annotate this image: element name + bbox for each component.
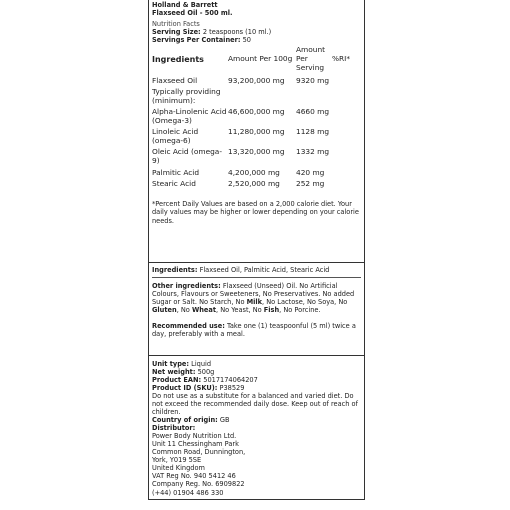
ingredients-line: Ingredients: Flaxseed Oil, Palmitic Acid, Stearic Acid xyxy=(152,266,330,274)
row-per100: 93,200,000 mg xyxy=(228,75,285,85)
row-name: Linoleic Acid (omega-6) xyxy=(152,127,199,146)
distributor-line: Company Reg. No. 6909822 xyxy=(152,480,245,489)
row-per100 xyxy=(228,88,296,108)
nutrition-title: Nutrition Facts xyxy=(152,20,200,29)
row-per100: 13,320,000 mg xyxy=(228,147,285,157)
product-details-section xyxy=(149,356,364,499)
row-per-serving: 1128 mg xyxy=(296,127,330,137)
row-ri xyxy=(332,77,361,88)
table-header-row xyxy=(152,46,361,77)
table-row xyxy=(152,128,361,148)
usage-warning: Do not use as a substitute for a balanced and varied diet. Do not exceed the recommended daily dose. Keep out of reach of children. xyxy=(152,392,358,417)
row-name: Palmitic Acid xyxy=(152,167,200,177)
row-per-serving: 1332 mg xyxy=(296,147,330,157)
unit-type: Unit type: Liquid xyxy=(152,360,212,368)
table-row xyxy=(152,180,361,191)
product-ean: Product EAN: 5017174064207 xyxy=(152,376,258,385)
distributor-line: York, Y019 5SE xyxy=(152,456,202,465)
row-per-serving: 4660 mg xyxy=(296,107,330,117)
net-weight: Net weight: 500g xyxy=(152,368,215,377)
distributor-line: Power Body Nutrition Ltd. xyxy=(152,432,237,441)
row-name: Stearic Acid xyxy=(152,178,196,188)
row-name: Alpha-Linolenic Acid (Omega-3) xyxy=(152,107,227,126)
row-name: Oleic Acid (omega-9) xyxy=(152,147,223,166)
col-header-ingredients: Ingredients xyxy=(152,54,204,64)
product-label xyxy=(148,0,365,500)
table-row xyxy=(152,148,361,168)
row-name: Flaxseed Oil xyxy=(152,75,198,85)
other-ingredients: Other ingredients: Flaxseed (Unseed) Oil. No Artificial Colours, Flavours or Sweeteners, No Preservatives. No added Sugar or Salt. No Starch, No Milk, No Lactose, No Soya, No Gluten, No Wheat, No Yeast, No Fish, No Porcine. xyxy=(152,282,355,315)
col-header-ri: %RI* xyxy=(332,54,351,64)
row-ri xyxy=(332,128,361,148)
distributor-line: United Kingdom xyxy=(152,464,205,473)
distributor-line: VAT Reg No. 940 5412 46 xyxy=(152,472,236,481)
row-name: Typically providing (minimum): xyxy=(152,87,221,105)
servings-per-container: Servings Per Container: 50 xyxy=(152,36,251,45)
product-sku: Product ID (SKU): P38529 xyxy=(152,384,245,393)
serving-size: Serving Size: 2 teaspoons (10 ml.) xyxy=(152,28,272,37)
nutrition-table xyxy=(152,46,361,191)
daily-values-footnote: *Percent Daily Values are based on a 2,000 calorie diet. Your daily values may be higher or lower depending on your calorie needs. xyxy=(152,200,359,225)
nutrition-section xyxy=(149,0,364,263)
country-of-origin: Country of origin: GB xyxy=(152,416,230,425)
distributor-label: Distributor: xyxy=(152,424,196,433)
recommended-use: Recommended use: Take one (1) teaspoonful (5 ml) twice a day, preferably with a meal. xyxy=(152,322,356,339)
row-ri xyxy=(332,108,361,128)
row-per100: 2,520,000 mg xyxy=(228,178,280,188)
row-per100: 46,600,000 mg xyxy=(228,107,285,117)
distributor-line: Unit 11 Chessingham Park xyxy=(152,440,239,449)
col-header-per-serving: Amount Per Serving xyxy=(296,45,326,72)
divider xyxy=(152,277,361,278)
row-ri xyxy=(332,169,361,180)
row-per-serving: 420 mg xyxy=(296,167,325,177)
product-name: Flaxseed Oil - 500 ml. xyxy=(152,9,233,18)
row-per-serving xyxy=(296,88,332,108)
table-row xyxy=(152,88,361,108)
distributor-line: Common Road, Dunnington, xyxy=(152,448,246,457)
brand-name: Holland & Barrett xyxy=(152,1,218,9)
row-per-serving: 9320 mg xyxy=(296,75,330,85)
row-ri xyxy=(332,88,361,108)
row-per100: 4,200,000 mg xyxy=(228,167,280,177)
col-header-per100: Amount Per 100g xyxy=(228,54,293,64)
row-per100: 11,280,000 mg xyxy=(228,127,285,137)
distributor-line: (+44) 01904 486 330 xyxy=(152,488,224,497)
row-ri xyxy=(332,180,361,191)
row-ri xyxy=(332,148,361,168)
ingredients-section xyxy=(149,263,364,356)
row-per-serving: 252 mg xyxy=(296,178,325,188)
table-row xyxy=(152,108,361,128)
